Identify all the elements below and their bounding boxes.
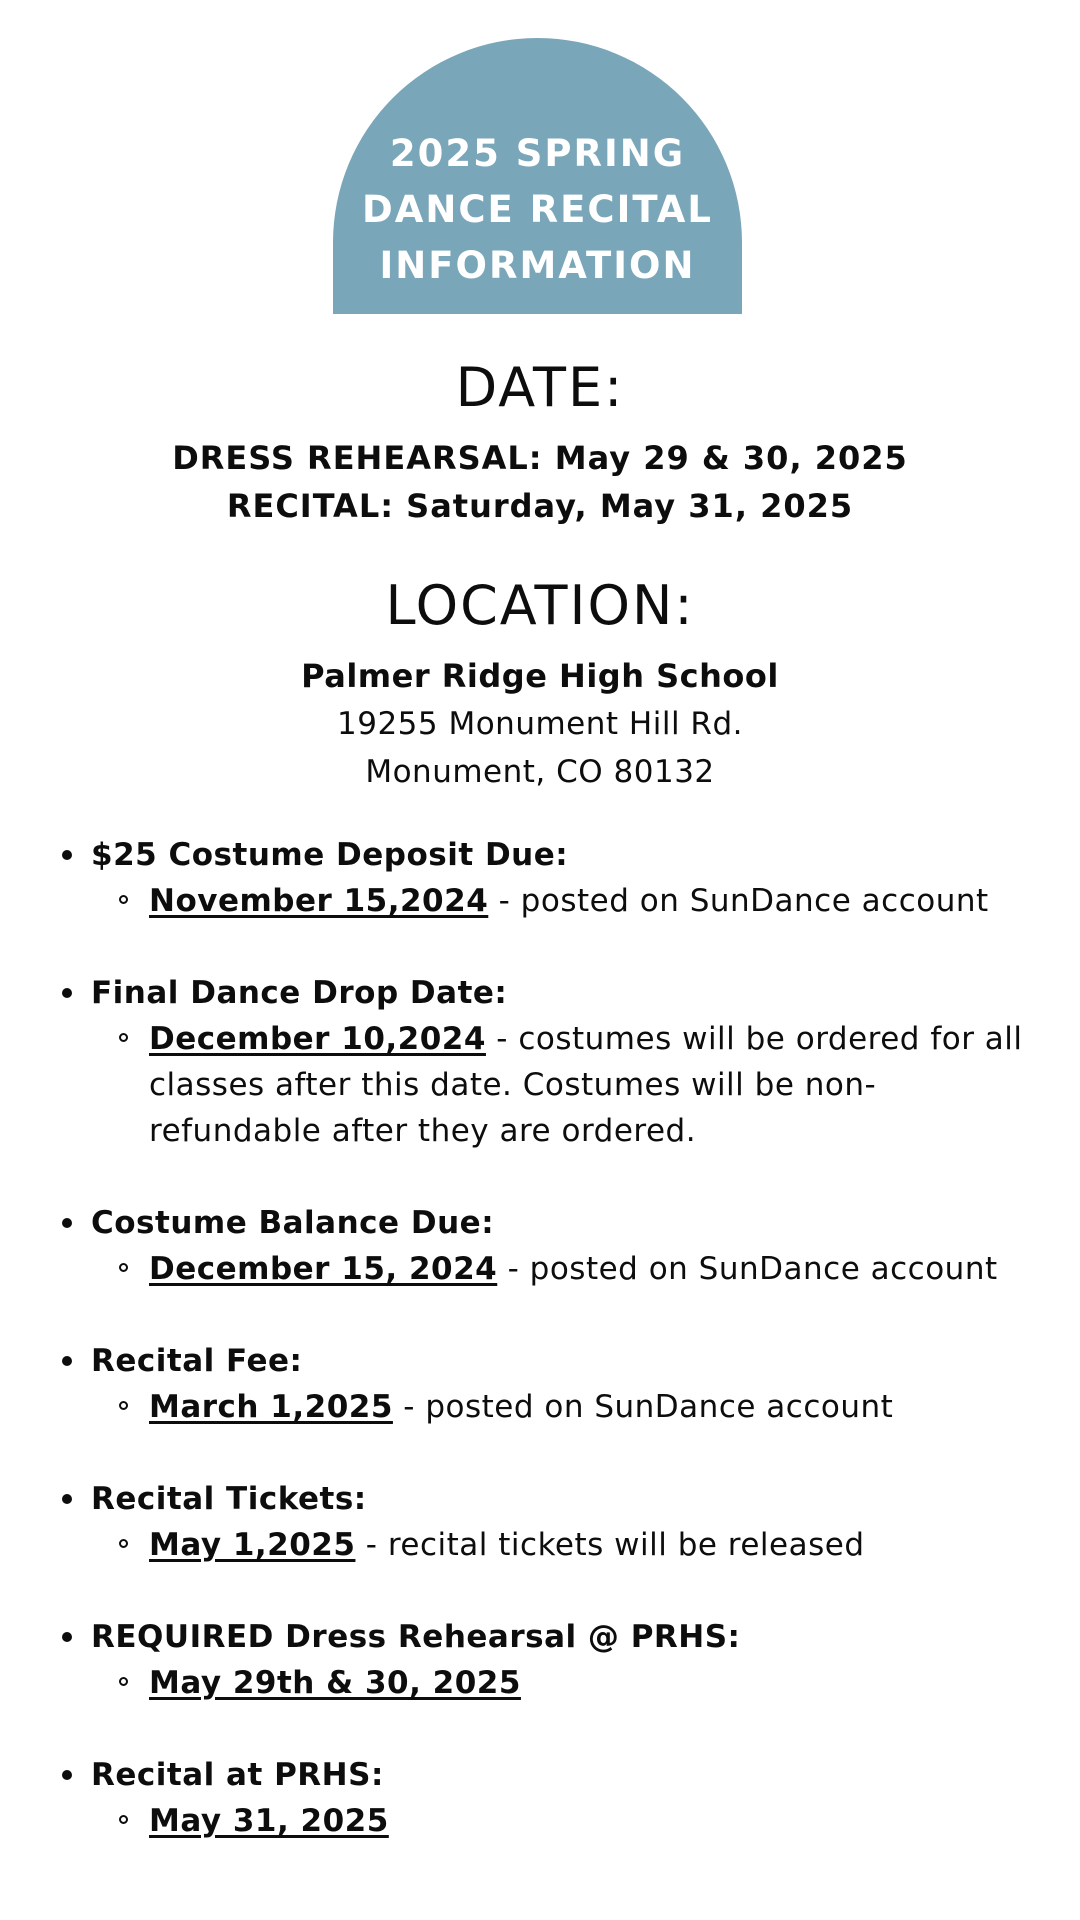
bullet-dot bbox=[62, 850, 72, 860]
list-item bbox=[0, 1200, 1080, 1292]
sub-item bbox=[0, 878, 1080, 924]
item-date: May 29th & 30, 2025 bbox=[149, 1665, 521, 1701]
item-date: May 1,2025 bbox=[149, 1527, 356, 1563]
sub-bullet-circle bbox=[119, 1677, 128, 1686]
bullet-dot bbox=[62, 988, 72, 998]
sub-bullet-circle bbox=[119, 1263, 128, 1272]
item-detail: - posted on SunDance account bbox=[392, 1389, 894, 1425]
sub-bullet-circle bbox=[119, 1401, 128, 1410]
recital-date-line: RECITAL: Saturday, May 31, 2025 bbox=[226, 487, 854, 525]
page-title bbox=[333, 126, 742, 294]
list-item bbox=[0, 1614, 1080, 1706]
title-line-1: 2025 SPRING bbox=[389, 132, 686, 175]
bullet-dot bbox=[62, 1632, 72, 1642]
list-item bbox=[0, 1476, 1080, 1568]
item-date: May 31, 2025 bbox=[149, 1803, 389, 1839]
sub-bullet-circle bbox=[119, 1539, 128, 1548]
item-date: December 15, 2024 bbox=[149, 1251, 498, 1287]
item-detail: - costumes will be ordered for all classes after this date. Costumes will be non-refundable after they are ordered. bbox=[149, 1021, 1023, 1149]
location-heading: LOCATION: bbox=[385, 574, 695, 637]
bullet-dot bbox=[62, 1770, 72, 1780]
item-detail: - recital tickets will be released bbox=[355, 1527, 865, 1563]
list-item bbox=[0, 1338, 1080, 1430]
venue-name: Palmer Ridge High School bbox=[301, 657, 779, 695]
list-item bbox=[0, 1752, 1080, 1844]
item-title: Recital Tickets: bbox=[91, 1481, 367, 1517]
bullet-dot bbox=[62, 1356, 72, 1366]
bullet-dot bbox=[62, 1494, 72, 1504]
deadline-list bbox=[0, 832, 1080, 1890]
bullet-dot bbox=[62, 1218, 72, 1228]
sub-bullet-circle bbox=[119, 1815, 128, 1824]
sub-item bbox=[0, 1522, 1080, 1568]
date-heading: DATE: bbox=[455, 356, 625, 419]
item-detail: - posted on SunDance account bbox=[488, 883, 989, 919]
title-line-3: INFORMATION bbox=[379, 244, 696, 287]
sub-bullet-circle bbox=[119, 1033, 128, 1042]
sub-item bbox=[0, 1246, 1080, 1292]
sub-item bbox=[0, 1384, 1080, 1430]
sub-item bbox=[0, 1660, 1080, 1706]
sub-item bbox=[0, 1016, 1080, 1154]
item-detail: - posted on SunDance account bbox=[497, 1251, 998, 1287]
city-state-zip: Monument, CO 80132 bbox=[365, 754, 715, 790]
sub-bullet-circle bbox=[119, 895, 128, 904]
item-title: Final Dance Drop Date: bbox=[91, 975, 508, 1011]
item-title: Recital at PRHS: bbox=[91, 1757, 384, 1793]
sub-item bbox=[0, 1798, 1080, 1844]
street-address: 19255 Monument Hill Rd. bbox=[337, 706, 743, 742]
list-item bbox=[0, 970, 1080, 1154]
item-date: March 1,2025 bbox=[149, 1389, 393, 1425]
item-title: $25 Costume Deposit Due: bbox=[91, 837, 569, 873]
list-item bbox=[0, 832, 1080, 924]
dress-rehearsal-line: DRESS REHEARSAL: May 29 & 30, 2025 bbox=[172, 439, 908, 477]
item-title: REQUIRED Dress Rehearsal @ PRHS: bbox=[91, 1619, 741, 1655]
item-date: November 15,2024 bbox=[149, 883, 489, 919]
item-date: December 10,2024 bbox=[149, 1021, 486, 1057]
item-title: Recital Fee: bbox=[91, 1343, 303, 1379]
title-line-2: DANCE RECITAL bbox=[362, 188, 713, 231]
item-title: Costume Balance Due: bbox=[91, 1205, 495, 1241]
